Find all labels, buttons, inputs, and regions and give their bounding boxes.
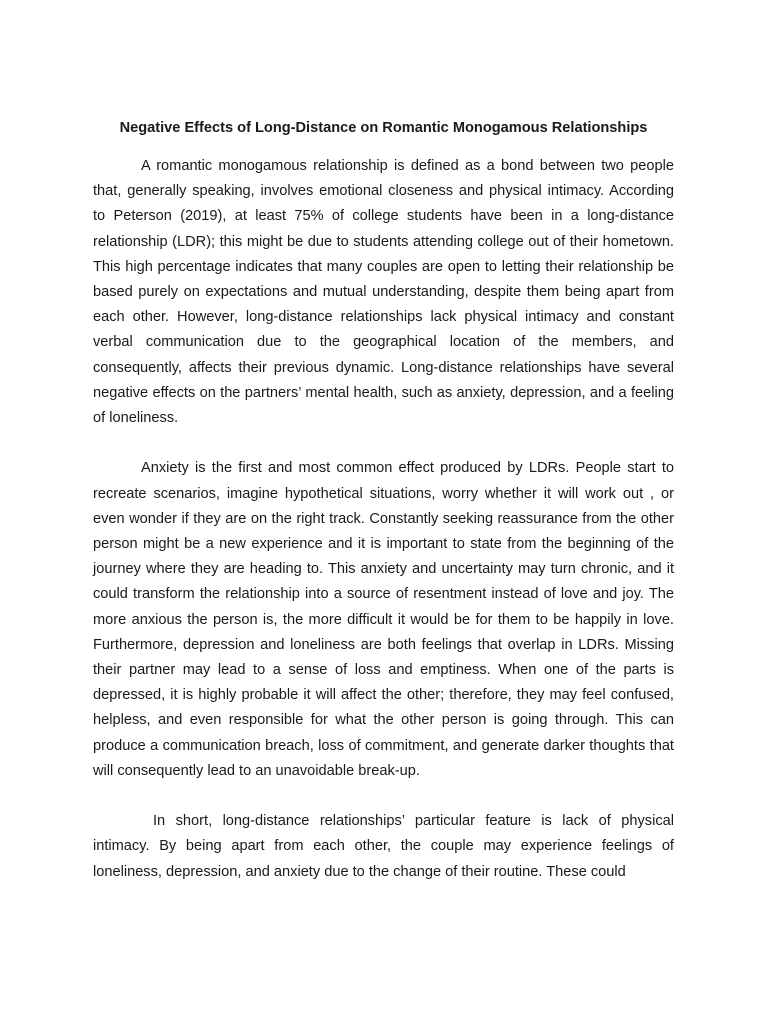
paragraph-body: Anxiety is the first and most common effect produced by LDRs. People start to recreate scenarios, imagine hypothetical situations, worry whether it will work out , or even wonder if they are on the right track. Constantly seeking reassurance from the other person might be a new experience and it is important to state from the beginning of the journey where they are heading to. This anxiety and uncertainty may turn chronic, and it could transform the relationship into a source of resentment instead of love and joy. The more anxious the person is, the more difficult it would be for them to be happily in love. Furthermore, depression and loneliness are both feelings that overlap in LDRs. Missing their partner may lead to a sense of loss and emptiness. When one of the parts is depressed, it is highly probable it will affect the other; therefore, they may feel confused, helpless, and even responsible for what the other person is going through. This can produce a communication breach, loss of commitment, and generate darker thoughts that will consequently lead to an unavoidable break-up. xyxy=(93,460,674,779)
document-body xyxy=(93,116,674,885)
paragraph-introduction: A romantic monogamous relationship is defined as a bond between two people that, generally speaking, involves emotional closeness and physical intimacy. According to Peterson (2019), at least 75% of college students have been in a long-distance relationship (LDR); this might be due to students attending college out of their hometown. This high percentage indicates that many couples are open to letting their relationship be based purely on expectations and mutual understanding, despite them being apart from each other. However, long-distance relationships lack physical intimacy and constant verbal communication due to the geographical location of the members, and consequently, affects their previous dynamic. Long-distance relationships have several negative effects on the partners’ mental health, such as anxiety, depression, and a feeling of loneliness. xyxy=(93,158,674,427)
paragraph-conclusion: In short, long-distance relationships’ particular feature is lack of physical intimacy. By being apart from each other, the couple may experience feelings of loneliness, depression, and anxiety due to the change of their routine. These could xyxy=(93,813,674,880)
document-title: Negative Effects of Long-Distance on Romantic Monogamous Relationships xyxy=(119,120,648,136)
